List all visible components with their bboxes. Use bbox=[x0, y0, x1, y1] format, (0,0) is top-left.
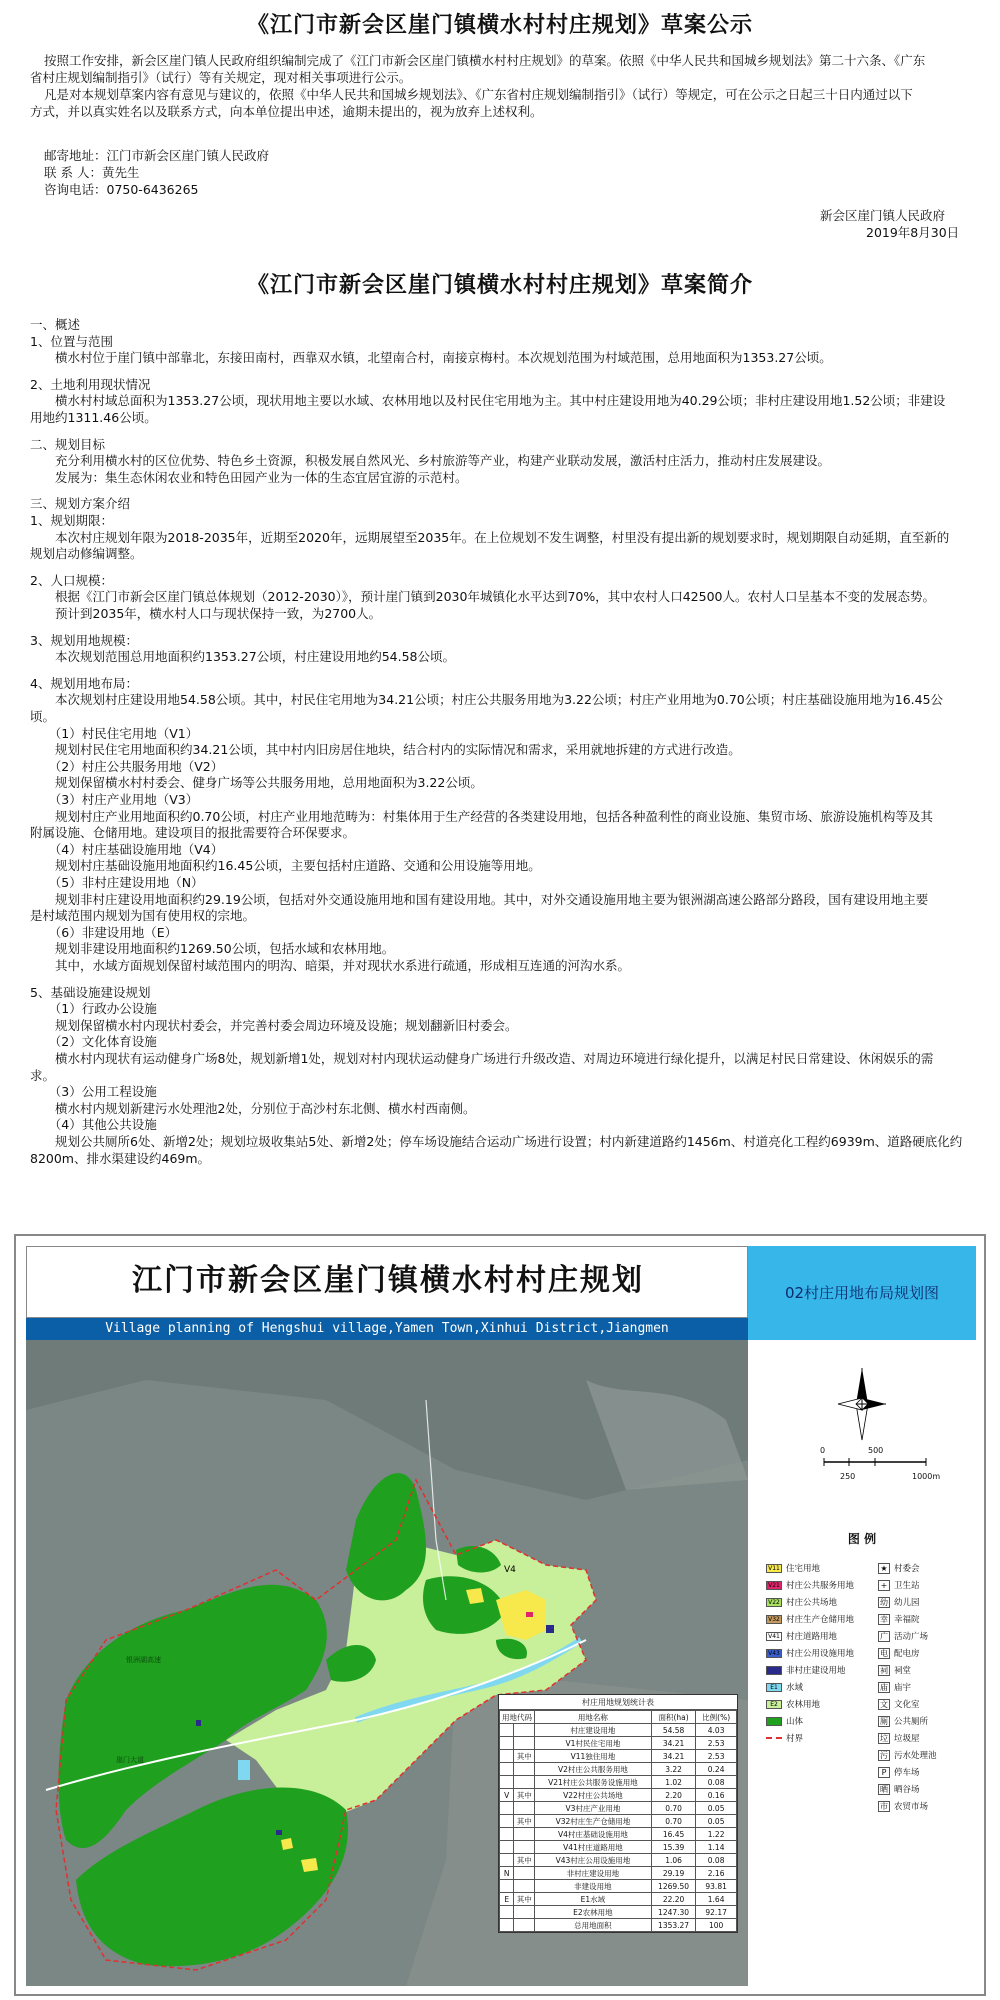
facility-symbol-icon: P bbox=[878, 1767, 890, 1778]
table-cell-code: E bbox=[500, 1893, 514, 1906]
mail-address: 邮寄地址：江门市新会区崖门镇人民政府 bbox=[44, 148, 270, 163]
legend-swatch bbox=[766, 1666, 782, 1675]
summary-line: 规划保留横水村内现状村委会，并完善村委会周边环境及设施；规划翻新旧村委会。 bbox=[30, 1017, 518, 1033]
table-row bbox=[500, 1724, 737, 1737]
legend-facility-item bbox=[878, 1698, 920, 1710]
table-cell-area: 34.21 bbox=[651, 1750, 695, 1763]
legend-item bbox=[766, 1698, 820, 1710]
table-cell-name: V41村庄道路用地 bbox=[535, 1841, 652, 1854]
table-cell-pct: 2.53 bbox=[696, 1750, 737, 1763]
summary-line: 横水村内现状有运动健身广场8处，规划新增1处，规划对村内现状运动健身广场进行升级改造、对周边环境进行绿化提升，以满足村民日常建设、休闲娱乐的需 bbox=[30, 1051, 934, 1066]
table-cell-sub: 其中 bbox=[514, 1750, 535, 1763]
legend-facility-item bbox=[878, 1664, 911, 1676]
table-cell-code bbox=[500, 1828, 514, 1841]
legend-label: 村庄公用设施用地 bbox=[786, 1649, 855, 1659]
table-cell-code: V bbox=[500, 1789, 514, 1802]
table-cell-pct: 0.08 bbox=[696, 1854, 737, 1867]
legend-label: 庙宇 bbox=[894, 1683, 912, 1693]
legend-label: 村委会 bbox=[894, 1564, 920, 1574]
table-row bbox=[500, 1815, 737, 1828]
table-cell-pct: 0.24 bbox=[696, 1763, 737, 1776]
stats-body bbox=[500, 1724, 737, 1932]
table-cell-area: 1247.30 bbox=[651, 1906, 695, 1919]
table-cell-sub bbox=[514, 1841, 535, 1854]
stats-header-area: 面积(ha) bbox=[651, 1711, 695, 1724]
summary-line: 发展为：集生态休闲农业和特色田园产业为一体的生态宜居宜游的示范村。 bbox=[30, 469, 468, 485]
table-cell-code bbox=[500, 1880, 514, 1893]
legend-facility-item bbox=[878, 1783, 920, 1795]
summary-line: 规划保留横水村村委会、健身广场等公共服务用地，总用地面积为3.22公顷。 bbox=[30, 775, 483, 791]
legend-label: 山体 bbox=[786, 1717, 804, 1727]
legend-facility-item bbox=[878, 1800, 928, 1812]
table-cell-pct: 92.17 bbox=[696, 1906, 737, 1919]
table-cell-sub bbox=[514, 1919, 535, 1932]
legend-facility-item bbox=[878, 1613, 920, 1625]
table-cell-pct: 100 bbox=[696, 1919, 737, 1932]
summary-line: 顷。 bbox=[30, 709, 56, 724]
summary-line: 规划村庄基础设施用地面积约16.45公顷，主要包括村庄道路、交通和公用设施等用地。 bbox=[30, 858, 541, 874]
legend-label: 农贸市场 bbox=[894, 1802, 929, 1812]
table-cell-area: 29.19 bbox=[651, 1867, 695, 1880]
legend-swatch: V32 bbox=[766, 1615, 782, 1624]
table-row bbox=[500, 1919, 737, 1932]
scale-label-0: 0 bbox=[820, 1446, 826, 1455]
legend-panel bbox=[748, 1340, 976, 1986]
summary-line: 充分利用横水村的区位优势、特色乡土资源，积极发展自然风光、乡村旅游等产业，构建产业联动发展，激活村庄活力，推动村庄发展建设。 bbox=[30, 453, 831, 469]
table-row bbox=[500, 1789, 737, 1802]
legend-item bbox=[766, 1630, 837, 1642]
legend-label: 村庄公共场地 bbox=[786, 1598, 838, 1608]
facility-symbol-icon: 厕 bbox=[880, 1716, 888, 1726]
legend-facility-item bbox=[878, 1562, 920, 1574]
stats-header-code: 用地代码 bbox=[500, 1711, 535, 1724]
notice-para2-line1: 凡是对本规划草案内容有意见与建议的，依照《中华人民共和国城乡规划法》、《广东省村庄规划编制指引》（试行）等规定，可在公示之日起三十日内通过以下 bbox=[44, 87, 913, 102]
facility-symbol-icon: ★ bbox=[878, 1563, 890, 1574]
legend-label: 垃圾屋 bbox=[894, 1734, 920, 1744]
summary-line: 求。 bbox=[30, 1067, 56, 1083]
legend-item bbox=[766, 1732, 803, 1744]
notice-para1-line2: 省村庄规划编制指引》（试行）等有关规定，现对相关事项进行公示。 bbox=[30, 70, 412, 85]
map-sheet-name: 02村庄用地布局规划图 bbox=[748, 1246, 976, 1340]
summary-title: 《江门市新会区崖门镇横水村村庄规划》草案简介 bbox=[246, 272, 753, 298]
table-cell-code bbox=[500, 1802, 514, 1815]
summary-line: 2、人口规模： bbox=[30, 572, 113, 588]
issue-date: 2019年8月30日 bbox=[866, 225, 960, 240]
legend-swatch bbox=[766, 1717, 782, 1726]
table-cell-name: V2村庄公共服务用地 bbox=[535, 1763, 652, 1776]
summary-line: 横水村村域总面积为1353.27公顷，现状用地主要以水域、农林用地以及村民住宅用地为主。其中村庄建设用地为40.29公顷；非村庄建设用地1.52公顷；非建设 bbox=[30, 393, 946, 409]
legend-label: 停车场 bbox=[894, 1768, 920, 1778]
table-cell-area: 0.70 bbox=[651, 1802, 695, 1815]
table-cell-name: 非建设用地 bbox=[535, 1880, 652, 1893]
table-cell-code bbox=[500, 1815, 514, 1828]
legend-facility-item bbox=[878, 1647, 920, 1659]
summary-line: 附属设施、仓储用地。建设项目的报批需要符合环保要求。 bbox=[30, 825, 356, 841]
summary-line: 是村域范围内规划为国有使用权的宗地。 bbox=[30, 908, 256, 924]
facility-symbol-icon: 垃 bbox=[880, 1733, 888, 1743]
table-cell-sub bbox=[514, 1763, 535, 1776]
table-cell-sub bbox=[514, 1802, 535, 1815]
summary-line: 根据《江门市新会区崖门镇总体规划（2012-2030）》，预计崖门镇到2030年城镇化水平达到70%，其中农村人口42500人。农村人口呈基本不变的发展态势。 bbox=[30, 589, 935, 605]
stats-header-name: 用地名称 bbox=[535, 1711, 652, 1724]
table-cell-code bbox=[500, 1724, 514, 1737]
table-cell-name: V22村庄公共场地 bbox=[535, 1789, 652, 1802]
table-cell-pct: 1.64 bbox=[696, 1893, 737, 1906]
facility-symbol-icon: 市 bbox=[880, 1801, 888, 1811]
legend-swatch: V43 bbox=[766, 1649, 782, 1658]
summary-line: 1、规划期限： bbox=[30, 513, 113, 528]
table-cell-pct: 2.53 bbox=[696, 1737, 737, 1750]
legend-label: 非村庄建设用地 bbox=[786, 1666, 846, 1676]
legend-label: 祠堂 bbox=[894, 1666, 912, 1676]
summary-line: 其中，水域方面规划保留村域范围内的明沟、暗渠，并对现状水系进行疏通，形成相互连通的河沟水系。 bbox=[30, 958, 631, 973]
summary-line: 4、规划用地布局： bbox=[30, 675, 138, 691]
table-cell-area: 22.20 bbox=[651, 1893, 695, 1906]
table-cell-code bbox=[500, 1750, 514, 1763]
legend-facility-item bbox=[878, 1579, 920, 1591]
table-cell-area: 1269.50 bbox=[651, 1880, 695, 1893]
table-cell-sub bbox=[514, 1867, 535, 1880]
summary-line: 1、位置与范围 bbox=[30, 333, 113, 349]
legend-item bbox=[766, 1579, 854, 1591]
table-cell-name: V1村民住宅用地 bbox=[535, 1737, 652, 1750]
summary-line: 用地约1311.46公顷。 bbox=[30, 410, 157, 425]
table-cell-sub bbox=[514, 1776, 535, 1789]
table-cell-name: V21村庄公共服务设施用地 bbox=[535, 1776, 652, 1789]
table-cell-sub: 其中 bbox=[514, 1789, 535, 1802]
stats-caption: 村庄用地规划统计表 bbox=[499, 1695, 737, 1710]
legend-label: 幸福院 bbox=[894, 1615, 920, 1625]
facility-symbol-icon: 幼 bbox=[880, 1597, 888, 1607]
table-cell-pct: 0.16 bbox=[696, 1789, 737, 1802]
table-cell-pct: 1.14 bbox=[696, 1841, 737, 1854]
table-cell-area: 0.70 bbox=[651, 1815, 695, 1828]
summary-line: 本次规划范围总用地面积约1353.27公顷，村庄建设用地约54.58公顷。 bbox=[30, 649, 455, 665]
legend-item bbox=[766, 1562, 820, 1574]
legend-swatch bbox=[766, 1737, 782, 1739]
legend-label: 幼儿园 bbox=[894, 1598, 920, 1608]
notice-para2-line2: 方式，并以真实姓名以及联系方式，向本单位提出申述，逾期未提出的，视为放弃上述权利。 bbox=[30, 104, 543, 119]
map-label-highway: 银洲湖高速 bbox=[126, 1656, 161, 1664]
table-cell-code: N bbox=[500, 1867, 514, 1880]
legend-item bbox=[766, 1681, 803, 1693]
table-cell-code bbox=[500, 1854, 514, 1867]
summary-line: 预计到2035年，横水村人口与现状保持一致，为2700人。 bbox=[30, 606, 382, 621]
legend-label: 农林用地 bbox=[786, 1700, 821, 1710]
table-cell-sub bbox=[514, 1906, 535, 1919]
table-cell-pct: 2.16 bbox=[696, 1867, 737, 1880]
facility-symbol-icon: 庙 bbox=[880, 1682, 888, 1692]
legend-label: 村庄道路用地 bbox=[786, 1632, 838, 1642]
stats-header-pct: 比例(%) bbox=[696, 1711, 737, 1724]
legend-label: 活动广场 bbox=[894, 1632, 929, 1642]
summary-line: 规划非村庄建设用地面积约29.19公顷，包括对外交通设施用地和国有建设用地。其中，对外交通设施用地主要为银洲湖高速公路部分路段，国有建设用地主要 bbox=[30, 891, 929, 907]
summary-line: 规划村庄产业用地面积约0.70公顷，村庄产业用地范畴为：村集体用于生产经营的各类建设用地，包括各种盈利性的商业设施、集贸市场、旅游设施机构等及其 bbox=[30, 808, 933, 824]
legend-label: 水域 bbox=[786, 1683, 804, 1693]
table-row bbox=[500, 1893, 737, 1906]
table-row bbox=[500, 1750, 737, 1763]
legend-label: 住宅用地 bbox=[786, 1564, 821, 1574]
summary-line: （3）村庄产业用地（V3） bbox=[30, 792, 199, 807]
table-row bbox=[500, 1841, 737, 1854]
table-cell-code bbox=[500, 1776, 514, 1789]
table-row bbox=[500, 1776, 737, 1789]
legend-swatch: V22 bbox=[766, 1598, 782, 1607]
table-cell-code bbox=[500, 1763, 514, 1776]
table-cell-pct: 93.81 bbox=[696, 1880, 737, 1893]
summary-line: （1）村民住宅用地（V1） bbox=[30, 725, 199, 741]
table-cell-pct: 1.22 bbox=[696, 1828, 737, 1841]
legend-label: 文化室 bbox=[894, 1700, 920, 1710]
table-cell-sub: 其中 bbox=[514, 1815, 535, 1828]
summary-line: （4）村庄基础设施用地（V4） bbox=[30, 841, 224, 857]
legend-label: 公共厕所 bbox=[894, 1717, 929, 1727]
table-cell-name: V3村庄产业用地 bbox=[535, 1802, 652, 1815]
summary-line: 规划村民住宅用地面积约34.21公顷，其中村内旧房居住地块，结合村内的实际情况和需求，采用就地拆建的方式进行改造。 bbox=[30, 742, 741, 758]
summary-line: 规划启动修编调整。 bbox=[30, 546, 143, 562]
table-cell-sub bbox=[514, 1828, 535, 1841]
summary-line: （1）行政办公设施 bbox=[30, 1001, 157, 1017]
table-cell-code bbox=[500, 1906, 514, 1919]
legend-title: 图 例 bbox=[847, 1532, 877, 1546]
summary-line: 横水村内规划新建污水处理池2处，分别位于高沙村东北侧、横水村西南侧。 bbox=[30, 1100, 476, 1116]
table-cell-sub: 其中 bbox=[514, 1893, 535, 1906]
table-cell-name: E2农林用地 bbox=[535, 1906, 652, 1919]
table-cell-name: 总用地面积 bbox=[535, 1919, 652, 1932]
table-cell-pct: 4.03 bbox=[696, 1724, 737, 1737]
table-row bbox=[500, 1802, 737, 1815]
map-subtitle: Village planning of Hengshui village,Yamen Town,Xinhui District,Jiangmen bbox=[26, 1318, 748, 1340]
summary-line: 8200m、排水渠建设约469m。 bbox=[30, 1150, 211, 1166]
table-cell-name: V43村庄公用设施用地 bbox=[535, 1854, 652, 1867]
table-cell-area: 34.21 bbox=[651, 1737, 695, 1750]
table-cell-name: V4村庄基础设施用地 bbox=[535, 1828, 652, 1841]
legend-item bbox=[766, 1596, 837, 1608]
table-cell-area: 54.58 bbox=[651, 1724, 695, 1737]
summary-line: 三、规划方案介绍 bbox=[30, 496, 131, 512]
legend-swatch: V21 bbox=[766, 1581, 782, 1590]
table-cell-sub bbox=[514, 1724, 535, 1737]
summary-line: （4）其他公共设施 bbox=[30, 1117, 157, 1133]
table-cell-area: 3.22 bbox=[651, 1763, 695, 1776]
table-cell-sub: 其中 bbox=[514, 1854, 535, 1867]
legend-facility-item bbox=[878, 1630, 928, 1642]
legend-swatch: V11 bbox=[766, 1564, 782, 1573]
table-cell-area: 16.45 bbox=[651, 1828, 695, 1841]
notice-title: 《江门市新会区崖门镇横水村村庄规划》草案公示 bbox=[246, 12, 753, 38]
summary-line: （3）公用工程设施 bbox=[30, 1084, 157, 1100]
map-label-road: 崖门大道 bbox=[116, 1756, 144, 1764]
facility-symbol-icon: 文 bbox=[880, 1699, 888, 1709]
legend-label: 卫生站 bbox=[894, 1581, 920, 1591]
table-cell-name: 非村庄建设用地 bbox=[535, 1867, 652, 1880]
table-cell-pct: 0.05 bbox=[696, 1802, 737, 1815]
legend-label: 晒谷场 bbox=[894, 1785, 920, 1795]
facility-symbol-icon: 祠 bbox=[880, 1665, 888, 1675]
facility-symbol-icon: 晒 bbox=[880, 1784, 888, 1794]
table-cell-code bbox=[500, 1737, 514, 1750]
summary-line: 横水村位于崖门镇中部靠北，东接田南村，西靠双水镇，北望南合村，南接京梅村。本次规划范围为村域范围，总用地面积为1353.27公顷。 bbox=[30, 350, 832, 366]
table-row bbox=[500, 1737, 737, 1750]
map-label-v4: V4 bbox=[504, 1565, 516, 1575]
notice-para1-line1: 按照工作安排，新会区崖门镇人民政府组织编制完成了《江门市新会区崖门镇横水村村庄规划》的草案。依照《中华人民共和国城乡规划法》第二十六条、《广东 bbox=[44, 53, 926, 68]
facility-symbol-icon: 污 bbox=[880, 1750, 888, 1760]
scale-label-250: 250 bbox=[840, 1472, 856, 1481]
contact-phone: 咨询电话：0750-6436265 bbox=[44, 182, 199, 197]
legend-facility-item bbox=[878, 1715, 928, 1727]
summary-line: 规划非建设用地面积约1269.50公顷，包括水域和农林用地。 bbox=[30, 941, 395, 957]
table-row bbox=[500, 1906, 737, 1919]
legend-facility-item bbox=[878, 1749, 937, 1761]
legend-label: 污水处理池 bbox=[894, 1751, 937, 1761]
legend-item bbox=[766, 1664, 846, 1676]
legend-item bbox=[766, 1715, 803, 1727]
summary-line: （6）非建设用地（E） bbox=[30, 924, 178, 940]
table-cell-name: V32村庄生产仓储用地 bbox=[535, 1815, 652, 1828]
legend-item bbox=[766, 1613, 854, 1625]
table-cell-name: 村庄建设用地 bbox=[535, 1724, 652, 1737]
summary-line: 规划公共厕所6处、新增2处；规划垃圾收集站5处、新增2处；停车场设施结合运动广场进行设置；村内新建道路约1456m、村道亮化工程约6939m、道路硬底化约 bbox=[30, 1134, 963, 1149]
table-row bbox=[500, 1880, 737, 1893]
legend-label: 村界 bbox=[786, 1734, 804, 1744]
table-cell-area: 1353.27 bbox=[651, 1919, 695, 1932]
facility-symbol-icon: 幸 bbox=[880, 1614, 888, 1624]
table-cell-code bbox=[500, 1841, 514, 1854]
summary-line: （2）文化体育设施 bbox=[30, 1034, 157, 1050]
scale-label-1000: 1000m bbox=[912, 1472, 941, 1481]
legend-swatch: V41 bbox=[766, 1632, 782, 1641]
table-row bbox=[500, 1867, 737, 1880]
legend-facility-item bbox=[878, 1681, 911, 1693]
contact-person: 联 系 人：黄先生 bbox=[44, 165, 140, 180]
table-cell-pct: 0.05 bbox=[696, 1815, 737, 1828]
table-cell-area: 1.06 bbox=[651, 1854, 695, 1867]
table-cell-sub bbox=[514, 1880, 535, 1893]
summary-line: 本次规划村庄建设用地54.58公顷。其中，村民住宅用地为34.21公顷；村庄公共服务用地为3.22公顷；村庄产业用地为0.70公顷；村庄基础设施用地为16.45公 bbox=[30, 692, 944, 708]
summary-line: 一、概述 bbox=[30, 317, 81, 332]
legend-facility-item bbox=[878, 1596, 920, 1608]
summary-line: 本次村庄规划年限为2018-2035年，近期至2020年，远期展望至2035年。在上位规划不发生调整，村里没有提出新的规划要求时，规划期限自动延期，直至新的 bbox=[30, 529, 950, 545]
table-cell-area: 1.02 bbox=[651, 1776, 695, 1789]
facility-symbol-icon: 广 bbox=[880, 1631, 888, 1641]
facility-symbol-icon: + bbox=[878, 1580, 890, 1591]
table-cell-code bbox=[500, 1919, 514, 1932]
summary-line: （5）非村庄建设用地（N） bbox=[30, 875, 204, 890]
table-cell-name: V11独住用地 bbox=[535, 1750, 652, 1763]
legend-item bbox=[766, 1647, 854, 1659]
summary-line: 2、土地利用现状情况 bbox=[30, 376, 151, 392]
summary-line: （2）村庄公共服务用地（V2） bbox=[30, 758, 224, 774]
legend-swatch: E2 bbox=[766, 1700, 782, 1709]
map-title-box bbox=[26, 1246, 748, 1318]
landuse-stats-table bbox=[498, 1694, 738, 1933]
summary-line: 二、规划目标 bbox=[30, 436, 106, 452]
scale-label-500: 500 bbox=[868, 1446, 884, 1455]
summary-line: 3、规划用地规模： bbox=[30, 632, 138, 648]
table-row bbox=[500, 1854, 737, 1867]
summary-line: 5、基础设施建设规划 bbox=[30, 984, 151, 1000]
issuer: 新会区崖门镇人民政府 bbox=[820, 208, 946, 223]
table-cell-pct: 0.08 bbox=[696, 1776, 737, 1789]
legend-label: 村庄公共服务用地 bbox=[786, 1581, 855, 1591]
table-cell-sub bbox=[514, 1737, 535, 1750]
facility-symbol-icon: 电 bbox=[880, 1648, 888, 1658]
legend-label: 配电房 bbox=[894, 1649, 920, 1659]
table-cell-area: 2.20 bbox=[651, 1789, 695, 1802]
legend-facility-item bbox=[878, 1732, 920, 1744]
north-arrow-icon bbox=[748, 1340, 976, 1510]
table-row bbox=[500, 1828, 737, 1841]
table-row bbox=[500, 1763, 737, 1776]
table-cell-name: E1水域 bbox=[535, 1893, 652, 1906]
legend-label: 村庄生产仓储用地 bbox=[786, 1615, 855, 1625]
table-cell-area: 15.39 bbox=[651, 1841, 695, 1854]
legend-facility-item bbox=[878, 1766, 920, 1778]
map-title: 江门市新会区崖门镇横水村村庄规划 bbox=[132, 1263, 644, 1298]
legend-swatch: E1 bbox=[766, 1683, 782, 1692]
